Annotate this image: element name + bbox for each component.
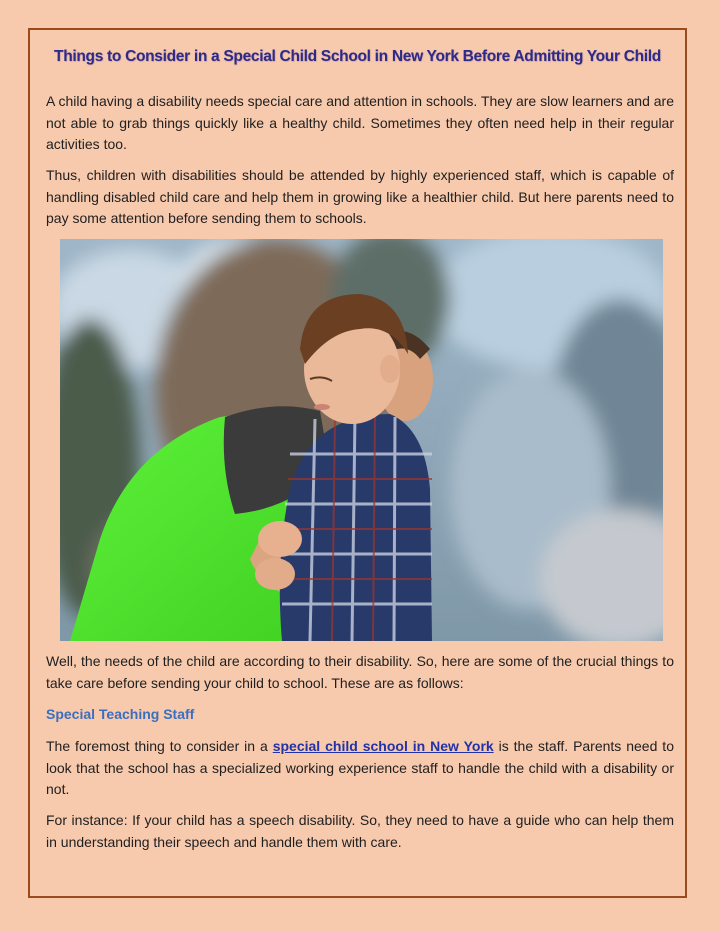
special-school-link[interactable]: special child school in New York	[272, 738, 494, 754]
paragraph4-lead-text: The foremost thing to consider in a	[46, 738, 273, 754]
fifth-paragraph: For instance: If your child has a speech disability. So, they need to have a guide who can help them in understanding their speech and handle them with care.	[46, 812, 674, 850]
intro-paragraph: A child having a disability needs special care and attention in schools. They are slow learners and are not able to grab things quickly like a healthy child. Sometimes they often need help in their regular activities too.	[46, 93, 674, 152]
document-page	[28, 28, 687, 898]
page-title: Things to Consider in a Special Child School in New York Before Admitting Your Child	[54, 48, 661, 65]
second-paragraph: Thus, children with disabilities should be attended by highly experienced staff, which is capable of handling disabled child care and help them in growing like a healthier child. But here parents need to pay some attention before sending them to schools.	[46, 167, 674, 226]
paragraph4-tail-text: is the staff. Parents need to look that the school has a specialized working experience staff to handle the child with a disability or not.	[46, 738, 674, 797]
fourth-paragraph	[46, 736, 674, 801]
hug-photo	[60, 239, 663, 641]
third-paragraph: Well, the needs of the child are according to their disability. So, here are some of the crucial things to take care before sending your child to school. These are as follows:	[46, 653, 674, 691]
section-heading: Special Teaching Staff	[46, 706, 195, 722]
